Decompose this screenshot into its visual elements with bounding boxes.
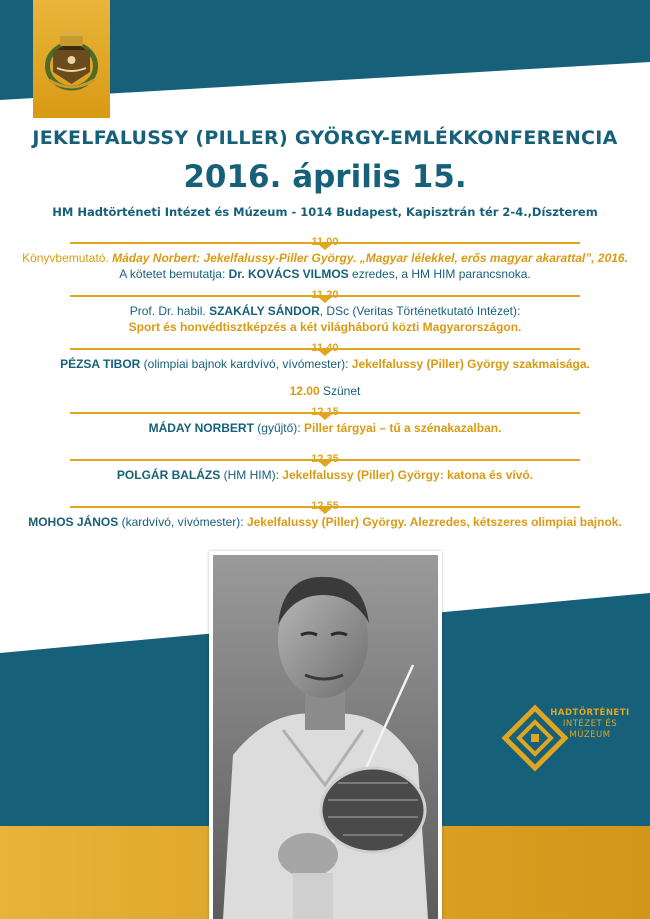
session-5-line [0, 468, 650, 483]
break-line [0, 384, 650, 399]
speaker-role: (kardvívó, vívómester): [121, 515, 244, 529]
event-venue: HM Hadtörténeti Intézet és Múzeum - 1014 Budapest, Kapisztrán tér 2-4.,Díszterem [52, 205, 598, 219]
session-2-line-1 [0, 304, 650, 319]
time-label: 11.00 [311, 236, 339, 248]
fencer-photo [209, 551, 442, 919]
talk-title: Jekelfalussy (Piller) György szakmaisága. [351, 357, 590, 371]
session-6-line [0, 515, 650, 530]
presenter-role: ezredes, a HM HIM parancsnoka. [352, 267, 531, 281]
page-title: JEKELFALUSSY (PILLER) GYÖRGY-EMLÉKKONFERENCIA [32, 127, 618, 149]
book-title: Máday Norbert: Jekelfalussy-Piller György. „Magyar lélekkel, erős magyar akarattal”, 2016. [112, 251, 628, 265]
coat-of-arms-icon [43, 22, 100, 92]
talk-title: Jekelfalussy (Piller) György. Alezredes, kétszeres olimpiai bajnok. [246, 515, 622, 529]
time-label: 11.20 [311, 289, 339, 301]
talk-title: Sport és honvédtisztképzés a két világháború közti Magyarországon. [128, 320, 522, 334]
break-time: 12.00 [289, 384, 320, 398]
speaker-affiliation: , DSc (Veritas Történetkutató Intézet): [319, 304, 521, 318]
speaker-role: (olimpiai bajnok kardvívó, vívómester): [143, 357, 349, 371]
talk-title: Jekelfalussy (Piller) György: katona és vívó. [282, 468, 534, 482]
logo-line-1: HADTÖRTÉNETI [550, 708, 630, 718]
event-date: 2016. április 15. [183, 159, 467, 195]
time-label: 12.35 [311, 453, 339, 465]
session-4-line [0, 421, 650, 436]
session-1-line-2 [0, 267, 650, 282]
speaker-name: SZAKÁLY SÁNDOR [209, 304, 320, 318]
break-label: Szünet [323, 384, 361, 398]
session-1-line-1 [0, 251, 650, 266]
speaker-name: MÁDAY NORBERT [148, 421, 254, 435]
logo-line-3: MÚZEUM [569, 730, 611, 740]
speaker-name: PÉZSA TIBOR [60, 357, 141, 371]
speaker-title: Prof. Dr. habil. [129, 304, 206, 318]
session-2-line-2 [0, 320, 650, 335]
time-label: 12.15 [311, 406, 339, 418]
talk-title: Piller tárgyai – tű a szénakazalban. [303, 421, 502, 435]
speaker-role: (HM HIM): [223, 468, 279, 482]
presenter-prefix: A kötetet bemutatja: [119, 267, 226, 281]
speaker-role: (gyűjtő): [257, 421, 301, 435]
museum-logo-text [550, 708, 630, 741]
presenter-name: Dr. KOVÁCS VILMOS [228, 267, 349, 281]
book-launch-label: Könyvbemutató. [22, 251, 109, 265]
speaker-name: MOHOS JÁNOS [28, 515, 119, 529]
emblem-tab [33, 0, 110, 118]
session-3-line [0, 357, 650, 372]
time-label: 11.40 [311, 342, 339, 354]
fencer-portrait-image [213, 555, 438, 919]
logo-line-2: INTÉZET ÉS [562, 719, 618, 729]
time-label: 12.55 [311, 500, 339, 512]
speaker-name: POLGÁR BALÁZS [116, 468, 221, 482]
